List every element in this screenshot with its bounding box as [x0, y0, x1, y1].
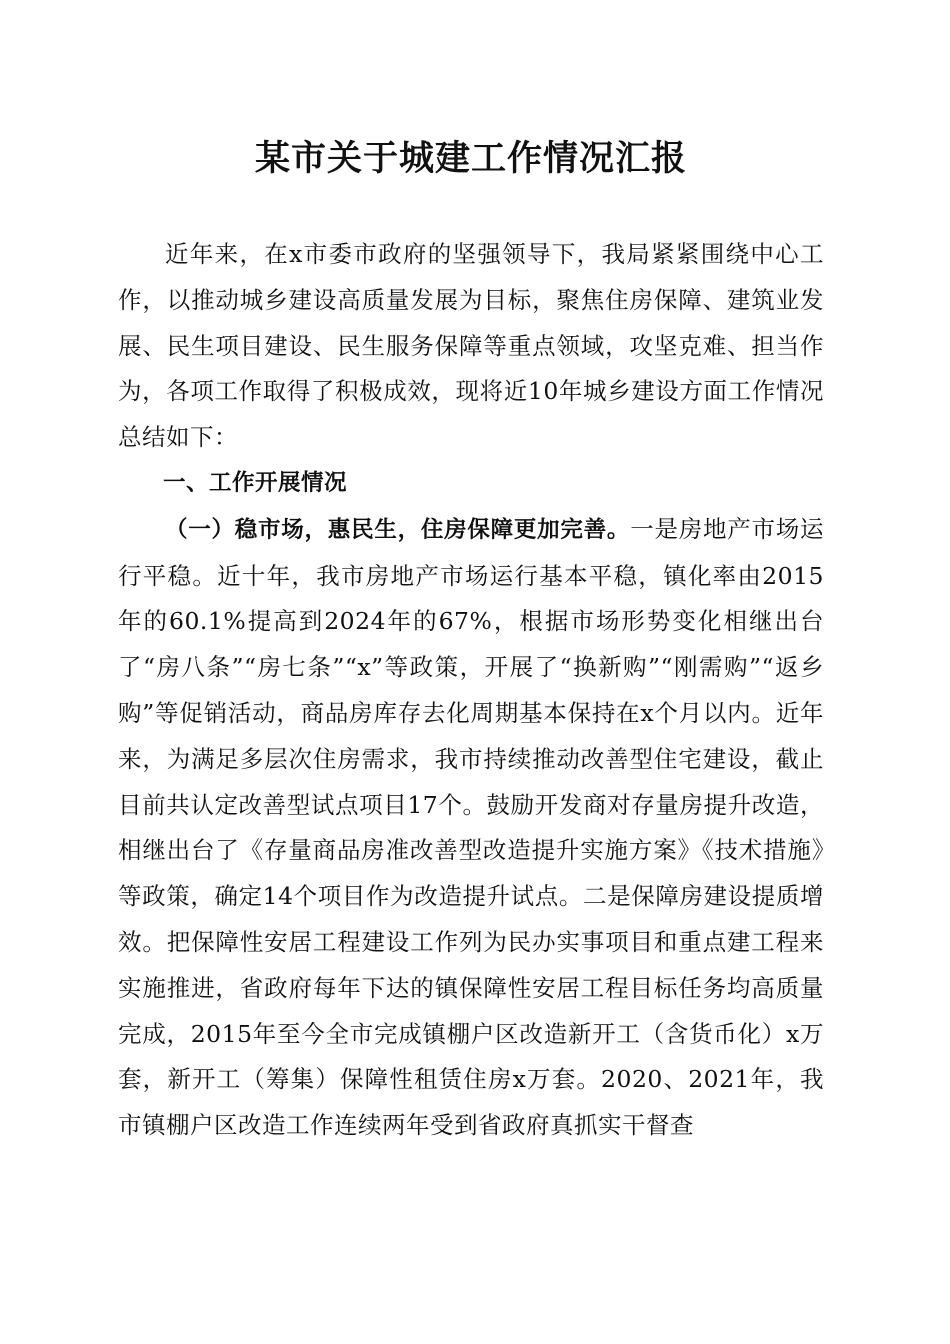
subsection-body: 一是房地产市场运行平稳。近十年，我市房地产市场运行基本平稳，镇化率由2015年的60.1%提高到2024年的67%，根据市场形势变化相继出台了“房八条”“房七条”“x”等政策，开展了“换新购”“刚需购”“返乡购”等促销活动，商品房库存去化周期基本保持在x个月以内。近年来，为满足多层次住房需求，我市持续推动改善型住宅建设，截止目前共认定改善型试点项目17个。鼓励开发商对存量房提升改造，相继出台了《存量商品房准改善型改造提升实施方案》《技术措施》等政策，确定14个项目作为改造提升试点。二是保障房建设提质增效。把保障性安居工程建设工作列为民办实事项目和重点建工程来实施推进，省政府每年下达的镇保障性安居工程目标任务均高质量完成，2015年至今全市完成镇棚户区改造新开工（含货币化）x万套，新开工（筹集）保障性租赁住房x万套。2020、2021年，我市镇棚户区改造工作连续两年受到省政府真抓实干督查	[118, 514, 824, 1140]
intro-paragraph: 近年来，在x市委市政府的坚强领导下，我局紧紧围绕中心工作，以推动城乡建设高质量发展为目标，聚焦住房保障、建筑业发展、民生项目建设、民生服务保障等重点领域，攻坚克难、担当作为，各项工作取得了积极成效，现将近10年城乡建设方面工作情况总结如下：	[118, 240, 824, 452]
document-title: 某市关于城建工作情况汇报	[254, 138, 687, 179]
subsection-paragraph	[118, 507, 824, 1149]
document-body	[118, 232, 824, 1149]
subsection-heading: （一）稳市场，惠民生，住房保障更加完善。	[165, 516, 631, 543]
section-heading: 一、工作开展情况	[163, 469, 348, 496]
document-page	[118, 128, 824, 1149]
